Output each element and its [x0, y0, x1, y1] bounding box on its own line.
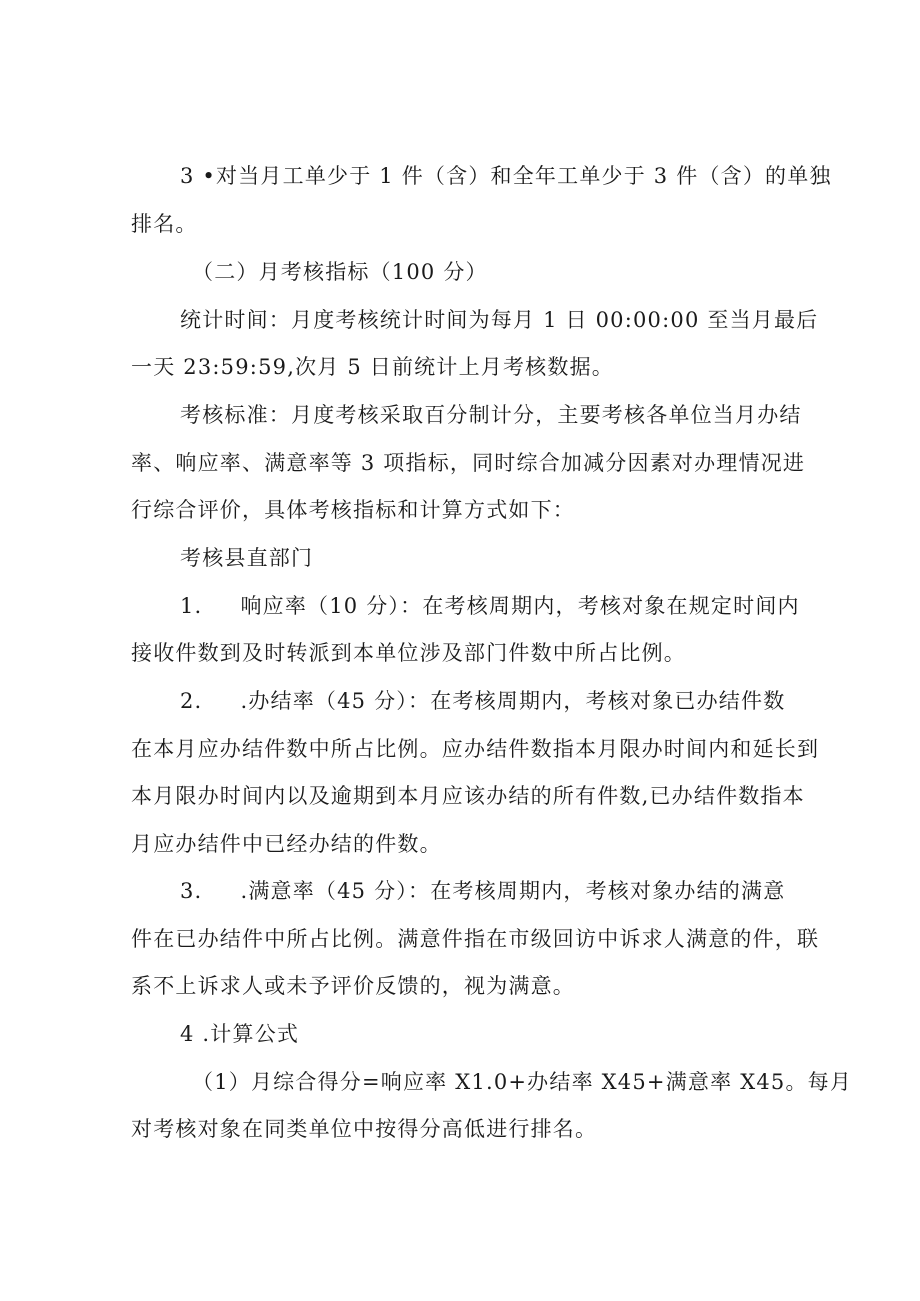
- formula-1-cont: 对考核对象在同类单位中按得分高低进行排名。: [131, 1117, 598, 1141]
- formula-1: （1）月综合得分=响应率 X1.0+办结率 X45+满意率 X45。每月: [192, 1070, 853, 1094]
- para-stat-time-cont: 一天 23:59:59,次月 5 日前统计上月考核数据。: [131, 355, 614, 379]
- item-1-number: 1.: [180, 594, 203, 618]
- para-ranking-rule-cont: 排名。: [131, 212, 198, 236]
- item-3-cont-2: 系不上诉求人或未予评价反馈的，视为满意。: [131, 974, 575, 998]
- item-1-response-rate: [180, 591, 800, 621]
- para-standard-cont-1: 率、响应率、满意率等 3 项指标，同时综合加减分因素对办理情况进: [131, 451, 806, 475]
- item-4-formula-heading: 4 .计算公式: [180, 1022, 300, 1046]
- item-3-number: 3.: [180, 879, 203, 903]
- para-standard: 考核标准：月度考核采取百分制计分，主要考核各单位当月办结: [180, 403, 802, 427]
- item-3-satisfaction-rate: [180, 876, 785, 906]
- para-stat-time: 统计时间：月度考核统计时间为每月 1 日 00:00:00 至当月最后: [180, 308, 819, 332]
- subheading-county-departments: 考核县直部门: [180, 546, 314, 570]
- item-2-cont-1: 在本月应办结件数中所占比例。应办结件数指本月限办时间内和延长到: [131, 737, 820, 761]
- item-1-text: 响应率（10 分）：在考核周期内，考核对象在规定时间内: [240, 594, 800, 618]
- item-2-completion-rate: [180, 686, 785, 716]
- item-2-text: .办结率（45 分）：在考核周期内，考核对象已办结件数: [240, 689, 786, 713]
- item-3-cont-1: 件在已办结件中所占比例。满意件指在市级回访中诉求人满意的件，联: [131, 927, 820, 951]
- item-3-text: .满意率（45 分）：在考核周期内，考核对象办结的满意: [240, 879, 786, 903]
- item-2-cont-2: 本月限办时间内以及逾期到本月应该办结的所有件数,已办结件数指本: [131, 784, 805, 808]
- item-1-cont: 接收件数到及时转派到本单位涉及部门件数中所占比例。: [131, 641, 686, 665]
- item-2-number: 2.: [180, 689, 203, 713]
- para-ranking-rule: 3 •对当月工单少于 1 件（含）和全年工单少于 3 件（含）的单独: [180, 164, 832, 188]
- para-standard-cont-2: 行综合评价，具体考核指标和计算方式如下：: [131, 498, 575, 522]
- section-heading-monthly-index: （二）月考核指标（100 分）: [192, 260, 488, 284]
- item-2-cont-3: 月应办结件中已经办结的件数。: [131, 832, 442, 856]
